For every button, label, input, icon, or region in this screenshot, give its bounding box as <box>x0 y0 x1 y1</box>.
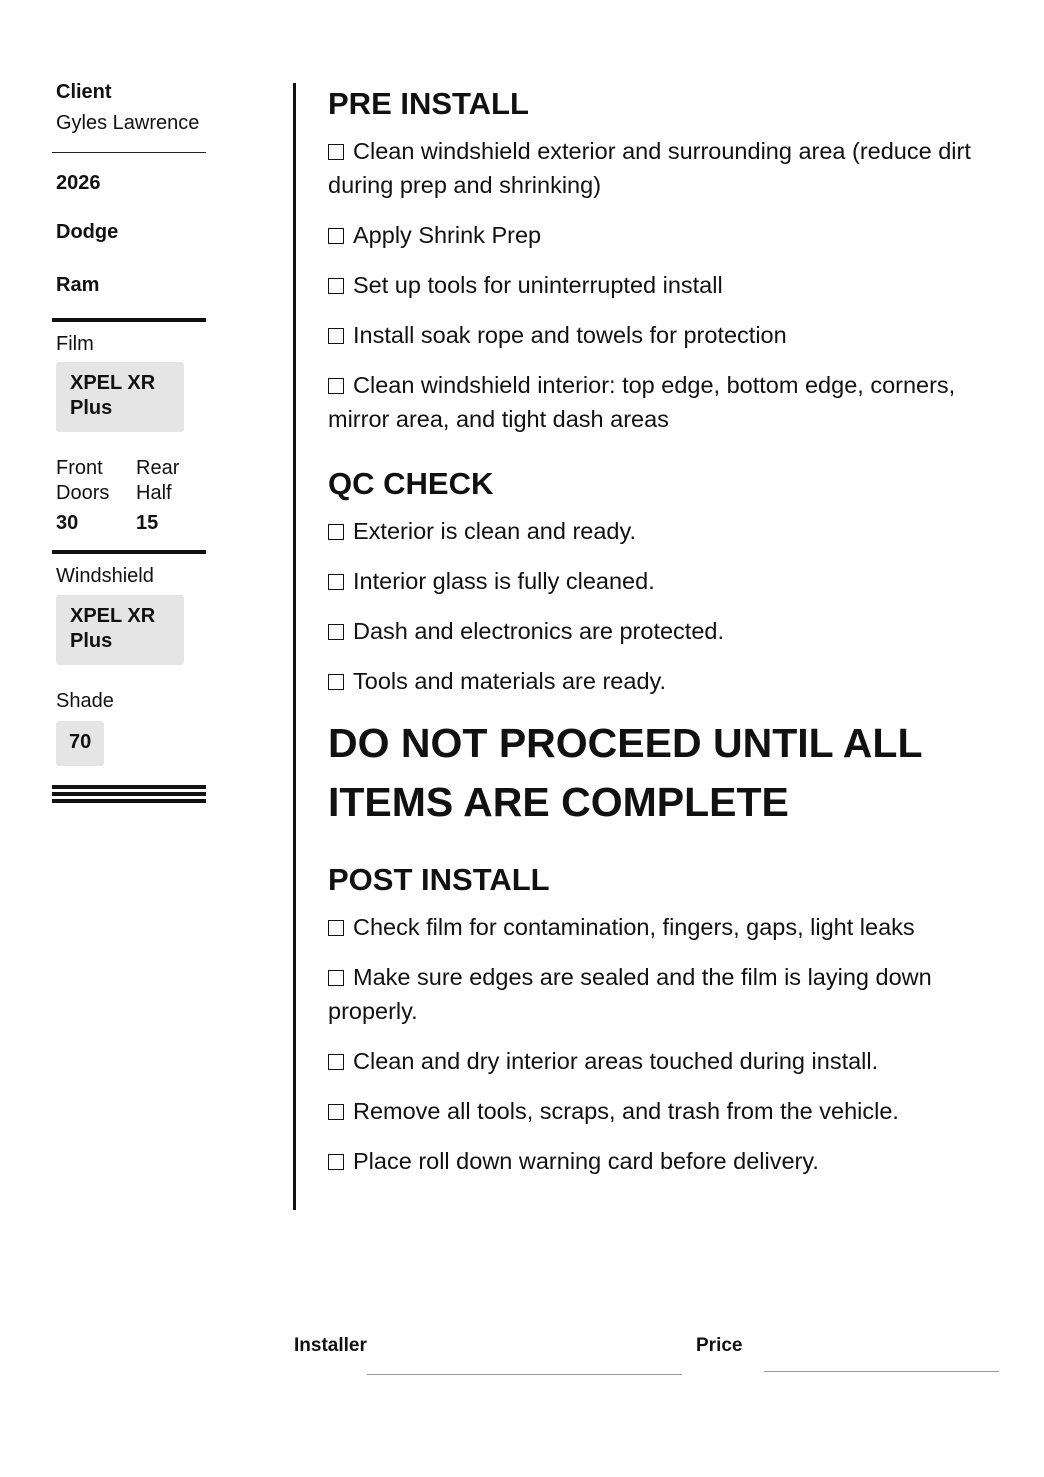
checkbox-icon[interactable] <box>328 1154 344 1170</box>
checklist <box>328 84 998 1178</box>
checkbox-icon[interactable] <box>328 328 344 344</box>
door-shades <box>56 456 206 535</box>
checklist-item-label: Dash and electronics are protected. <box>353 618 724 644</box>
front-doors-value: 30 <box>56 512 79 534</box>
pre-install-title: PRE INSTALL <box>328 86 529 121</box>
post-install-list <box>328 910 998 1178</box>
proceed-warning: DO NOT PROCEED UNTIL ALL ITEMS ARE COMPLETE <box>328 720 922 825</box>
shade-chip: 70 <box>56 721 104 766</box>
checklist-item[interactable] <box>328 960 998 1028</box>
checklist-item[interactable] <box>328 614 998 648</box>
checkbox-icon[interactable] <box>328 920 344 936</box>
checkbox-icon[interactable] <box>328 624 344 640</box>
checklist-item-label: Exterior is clean and ready. <box>353 518 637 544</box>
installer-signature-line[interactable] <box>367 1374 682 1375</box>
checklist-item[interactable] <box>328 1144 998 1178</box>
checklist-item-label: Place roll down warning card before delivery. <box>353 1148 819 1174</box>
divider <box>52 550 206 554</box>
checkbox-icon[interactable] <box>328 970 344 986</box>
price-entry-line[interactable] <box>764 1371 999 1372</box>
divider <box>52 152 206 153</box>
checklist-item[interactable] <box>328 910 998 944</box>
vehicle-year: 2026 <box>56 172 101 194</box>
checklist-item[interactable] <box>328 664 998 698</box>
shade-label: Shade <box>56 690 114 712</box>
checklist-item[interactable] <box>328 368 998 436</box>
checklist-item[interactable] <box>328 1094 998 1128</box>
checklist-item-label: Interior glass is fully cleaned. <box>353 568 655 594</box>
price-label: Price <box>696 1335 743 1356</box>
checklist-item[interactable] <box>328 318 998 352</box>
checklist-item-label: Remove all tools, scraps, and trash from the vehicle. <box>353 1098 899 1124</box>
vertical-divider <box>293 83 296 1210</box>
checklist-item-label: Apply Shrink Prep <box>353 222 542 248</box>
checklist-item[interactable] <box>328 268 998 302</box>
front-doors <box>56 456 136 535</box>
checklist-item-label: Clean windshield exterior and surrounding area (reduce dirt during prep and shrinking) <box>328 138 971 198</box>
checkbox-icon[interactable] <box>328 144 344 160</box>
checklist-item[interactable] <box>328 218 998 252</box>
checkbox-icon[interactable] <box>328 574 344 590</box>
checkbox-icon[interactable] <box>328 378 344 394</box>
checklist-item-label: Make sure edges are sealed and the film is laying down properly. <box>328 964 932 1024</box>
film-label: Film <box>56 333 94 355</box>
front-doors-label: Front Doors <box>56 457 110 504</box>
windshield-film-chip: XPEL XR Plus <box>56 595 184 665</box>
checklist-item[interactable] <box>328 134 998 202</box>
checkbox-icon[interactable] <box>328 1104 344 1120</box>
checkbox-icon[interactable] <box>328 1054 344 1070</box>
rear-half <box>136 456 206 535</box>
job-info-sidebar <box>52 80 206 806</box>
vehicle-model: Ram <box>56 274 100 296</box>
pre-install-list <box>328 134 998 436</box>
post-install-title: POST INSTALL <box>328 862 550 897</box>
qc-check-list <box>328 514 998 698</box>
end-of-info-rule <box>52 785 206 803</box>
checklist-item-label: Set up tools for uninterrupted install <box>353 272 723 298</box>
windshield-label: Windshield <box>56 565 154 587</box>
checklist-item[interactable] <box>328 514 998 548</box>
checklist-item-label: Clean and dry interior areas touched during install. <box>353 1048 879 1074</box>
rear-half-label: Rear Half <box>136 457 180 504</box>
checkbox-icon[interactable] <box>328 228 344 244</box>
checkbox-icon[interactable] <box>328 674 344 690</box>
client-name: Gyles Lawrence <box>56 112 200 134</box>
checkbox-icon[interactable] <box>328 524 344 540</box>
rear-half-value: 15 <box>136 512 159 534</box>
divider <box>52 318 206 322</box>
checklist-item-label: Check film for contamination, fingers, gaps, light leaks <box>353 914 915 940</box>
installer-label: Installer <box>294 1335 367 1356</box>
checkbox-icon[interactable] <box>328 278 344 294</box>
checklist-item-label: Tools and materials are ready. <box>353 668 667 694</box>
checklist-item[interactable] <box>328 1044 998 1078</box>
film-chip: XPEL XR Plus <box>56 362 184 432</box>
client-label: Client <box>56 81 112 103</box>
qc-check-title: QC CHECK <box>328 466 494 501</box>
vehicle-make: Dodge <box>56 221 119 243</box>
checklist-item[interactable] <box>328 564 998 598</box>
checklist-item-label: Clean windshield interior: top edge, bottom edge, corners, mirror area, and tight dash areas <box>328 372 956 432</box>
checklist-item-label: Install soak rope and towels for protection <box>353 322 787 348</box>
